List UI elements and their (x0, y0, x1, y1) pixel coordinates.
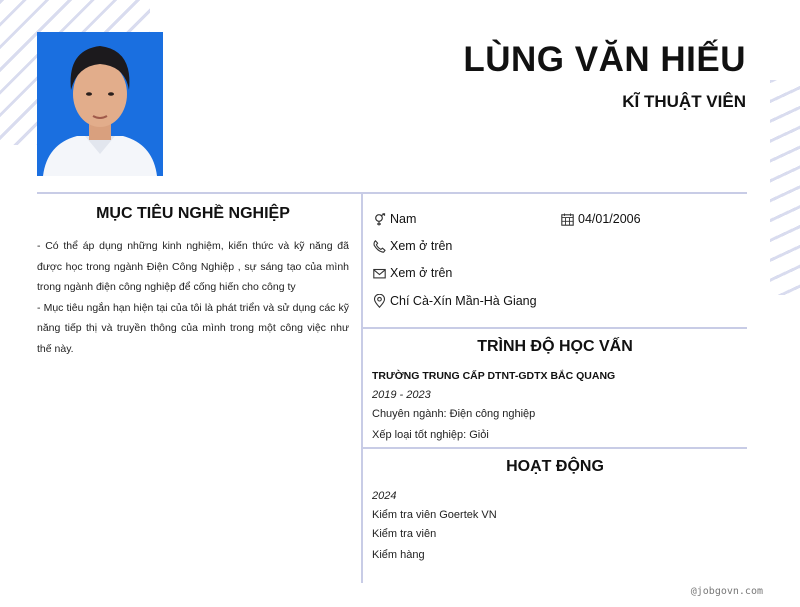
birthdate-row (560, 212, 641, 226)
objective-title: MỤC TIÊU NGHỀ NGHIỆP (96, 205, 290, 222)
envelope-icon (372, 266, 386, 280)
activity-item: Kiểm tra viên Goertek VN (372, 509, 497, 521)
address-value: Chí Cà-Xín Mần-Hà Giang (390, 294, 537, 308)
education-grade: Xếp loại tốt nghiệp: Giỏi (372, 429, 489, 441)
objective-paragraph-1: - Có thể áp dụng những kinh nghiệm, kiến thức và kỹ năng đã được học trong ngành Điện Công Nghiệp , sự sáng tạo của mình trong ngành điện công nghiệp để cống hiến cho công ty (37, 240, 349, 293)
education-title: TRÌNH ĐỘ HỌC VẤN (477, 338, 633, 355)
birthdate-value: 04/01/2006 (578, 212, 641, 226)
address-row (372, 294, 537, 308)
phone-row (372, 239, 452, 253)
watermark: @jobgovn.com (690, 586, 763, 597)
candidate-role: KĨ THUẬT VIÊN (622, 92, 746, 111)
location-pin-icon (372, 294, 386, 308)
email-row (372, 266, 452, 280)
education-school: TRƯỜNG TRUNG CẤP DTNT-GDTX BẮC QUANG (372, 370, 616, 382)
calendar-icon (560, 212, 574, 226)
gender-value: Nam (390, 212, 417, 226)
email-value: Xem ở trên (390, 266, 453, 280)
education-major: Chuyên ngành: Điện công nghiệp (372, 408, 536, 420)
gender-icon (372, 212, 386, 226)
column-divider (361, 194, 363, 583)
candidate-name: LÙNG VĂN HIẾU (463, 40, 746, 79)
decorative-stripes-right (770, 80, 800, 295)
education-divider (363, 447, 747, 449)
education-period: 2019 - 2023 (372, 389, 431, 401)
gender-row (372, 212, 416, 226)
profile-photo (37, 32, 163, 176)
objective-paragraph-2: - Mục tiêu ngắn hạn hiện tại của tôi là phát triển và sử dụng các kỹ năng tiếp thị và truyền thông của mình trong một công việc như thế này. (37, 301, 349, 355)
phone-icon (372, 239, 386, 253)
activity-item: Kiểm hàng (372, 549, 425, 561)
header-divider (37, 192, 747, 194)
activity-item: Kiểm tra viên (372, 528, 437, 540)
objective-text (37, 236, 349, 359)
phone-value: Xem ở trên (390, 239, 453, 253)
personal-divider (363, 327, 747, 329)
activities-year: 2024 (372, 490, 397, 502)
activities-title: HOẠT ĐỘNG (506, 458, 604, 475)
